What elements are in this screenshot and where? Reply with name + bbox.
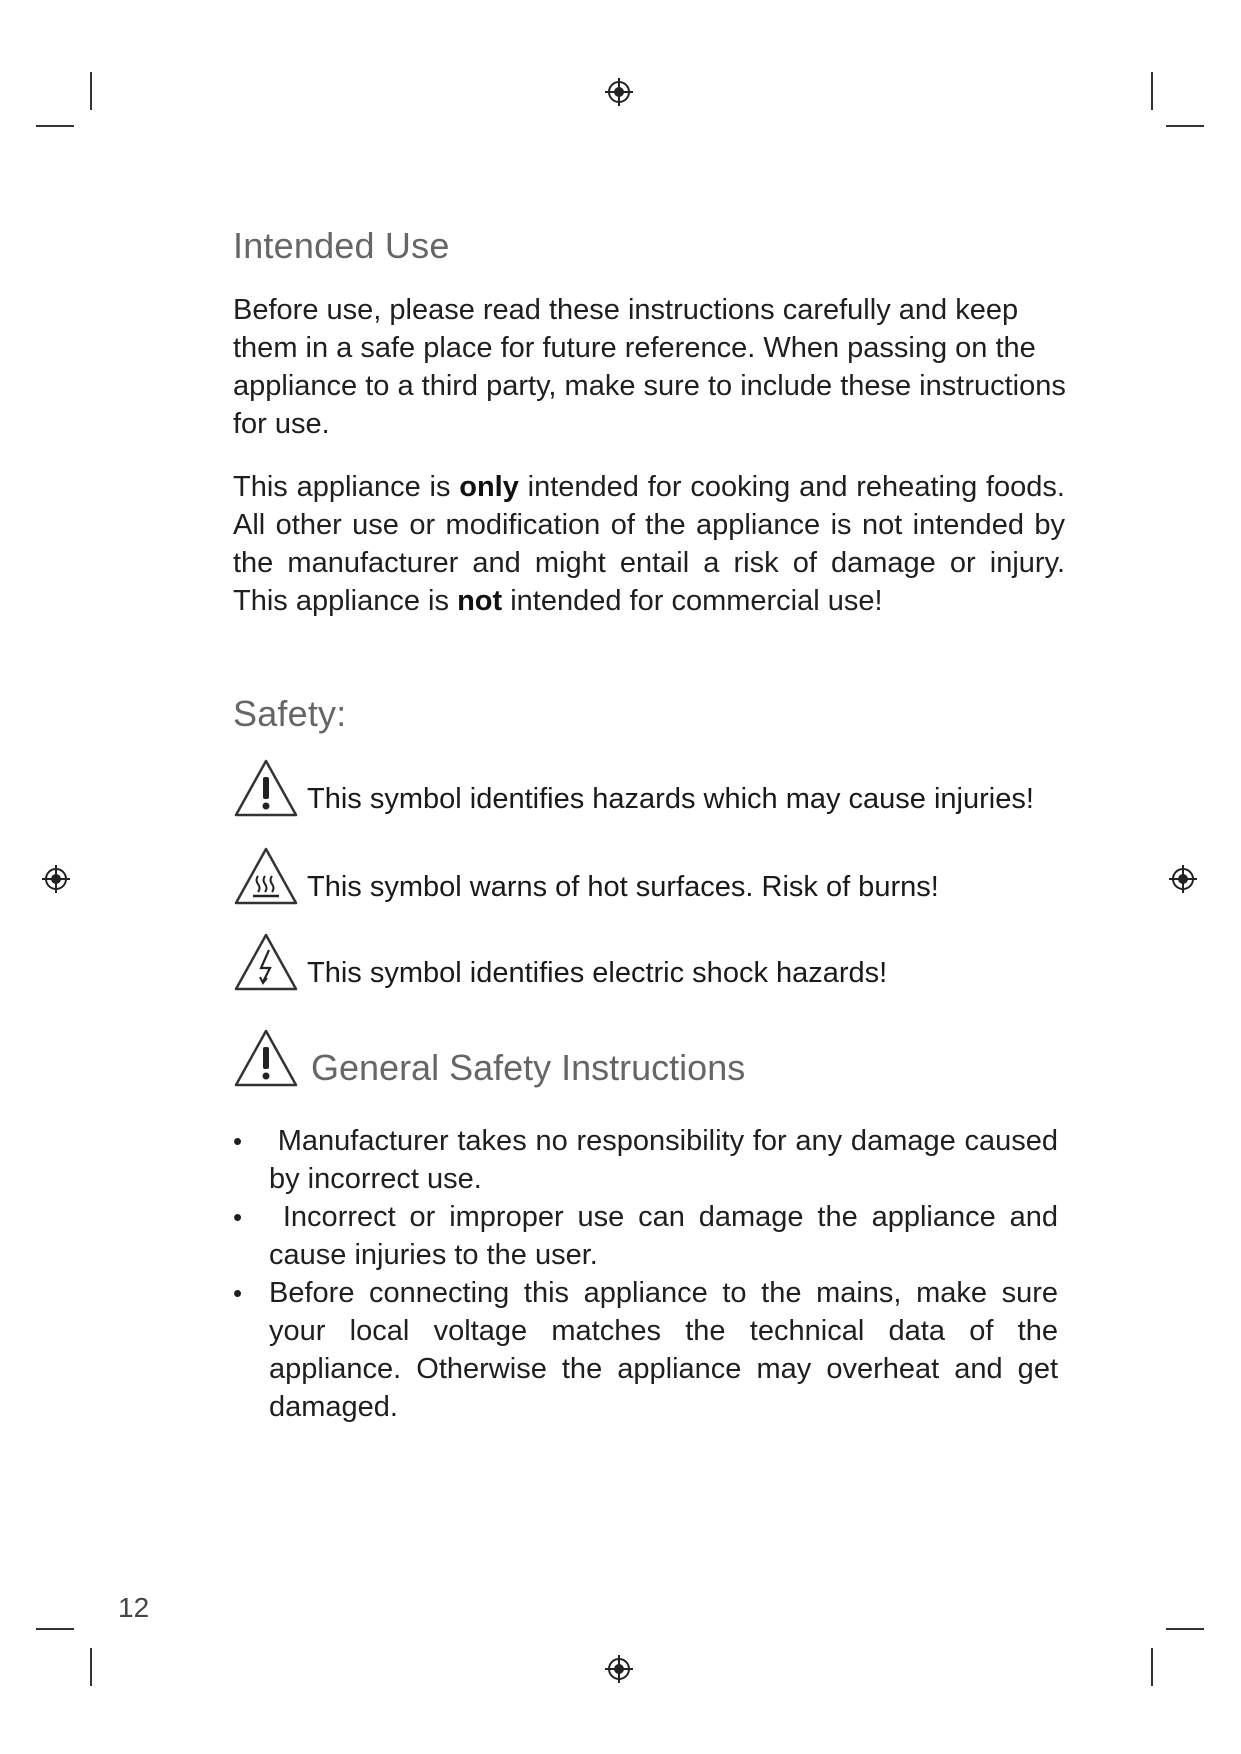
warning-exclamation-icon: [233, 1028, 299, 1088]
safety-symbol-row: [233, 846, 939, 906]
list-item: • Before connecting this appliance to the mains, make sure your local voltage matches the technical data of the appliance. Otherwise the appliance may overheat and get damaged.: [233, 1274, 1058, 1426]
crop-mark-top-right-horizontal: [1166, 125, 1204, 127]
registration-mark-icon: [1168, 864, 1198, 894]
crop-mark-top-left-horizontal: [36, 125, 74, 127]
safety-symbol-row: [233, 932, 887, 992]
page-number: 12: [118, 1592, 150, 1623]
intended-use-heading: Intended Use: [233, 225, 450, 266]
safety-symbol-row: [233, 758, 1034, 818]
registration-mark-icon: [41, 864, 71, 894]
electric-shock-icon: [233, 932, 299, 992]
crop-mark-bottom-right-horizontal: [1166, 1628, 1204, 1630]
crop-mark-bottom-left-vertical: [90, 1648, 92, 1686]
general-safety-heading: General Safety Instructions: [311, 1047, 746, 1088]
bullet: •: [233, 1126, 243, 1156]
crop-mark-bottom-left-horizontal: [36, 1628, 74, 1630]
emphasis-not: not: [457, 585, 503, 617]
symbol-description: This symbol warns of hot surfaces. Risk of burns!: [307, 871, 939, 903]
general-safety-heading-row: [233, 1028, 745, 1088]
warning-exclamation-icon: [233, 758, 299, 818]
hot-surface-icon: [233, 846, 299, 906]
intended-use-paragraph-1: Before use, please read these instructions carefully and keep them in a safe place for future reference. When passing on the appliance to a third party, make sure to include these instructions for use.: [233, 294, 1066, 440]
crop-mark-top-left-vertical: [90, 72, 92, 110]
symbol-description: This symbol identifies hazards which may cause injuries!: [307, 783, 1034, 815]
list-item: • Manufacturer takes no responsibility for any damage caused by incorrect use.: [233, 1122, 1058, 1198]
emphasis-only: only: [459, 471, 519, 503]
registration-mark-icon: [604, 77, 634, 107]
symbol-description: This symbol identifies electric shock hazards!: [307, 957, 888, 989]
safety-heading: Safety:: [233, 693, 347, 734]
intended-use-paragraph-2: This appliance is only intended for cooking and reheating foods. All other use or modification of the appliance is not intended by the manufacturer and might entail a risk of damage or injury. This appliance is not intended for commercial use!: [233, 471, 1065, 617]
list-item: • Incorrect or improper use can damage the appliance and cause injuries to the user.: [233, 1198, 1058, 1274]
bullet: •: [233, 1202, 243, 1232]
bullet: •: [233, 1278, 243, 1308]
general-safety-list: [233, 1122, 1067, 1426]
registration-mark-icon: [604, 1654, 634, 1684]
crop-mark-top-right-vertical: [1151, 72, 1153, 110]
crop-mark-bottom-right-vertical: [1151, 1648, 1153, 1686]
